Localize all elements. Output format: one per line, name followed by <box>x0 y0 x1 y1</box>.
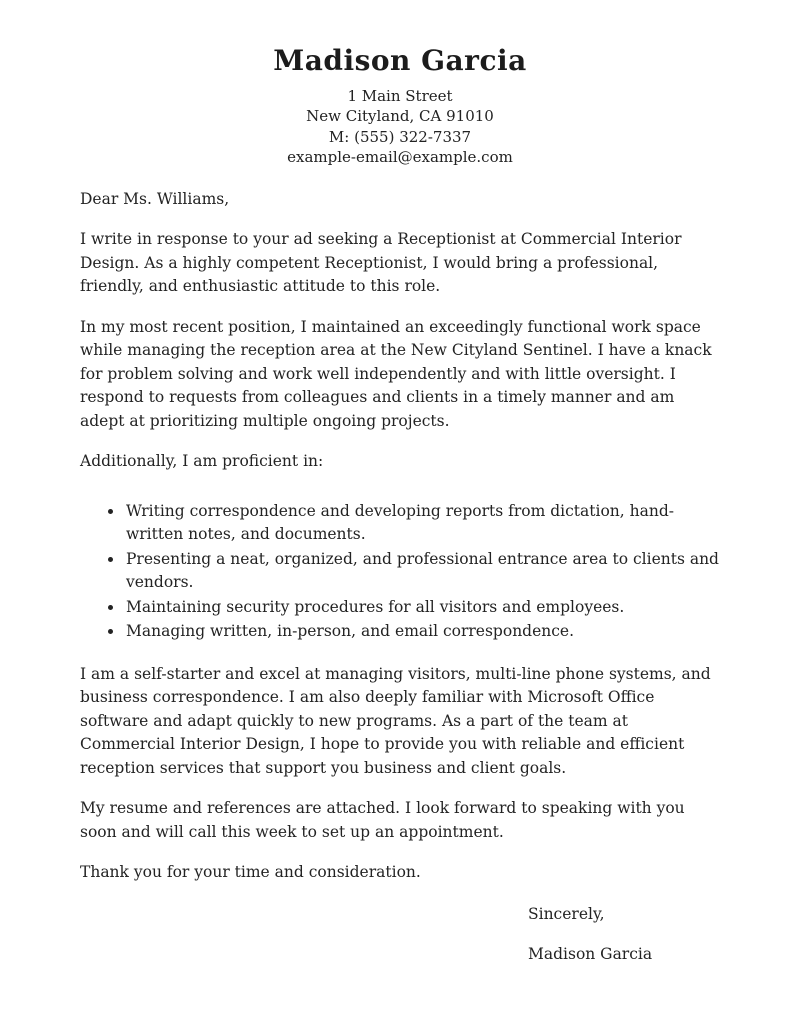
paragraph-summary: I am a self-starter and excel at managing visitors, multi-line phone systems, and business correspondence. I am also deeply familiar with Microsoft Office software and adapt quickly to new programs. As a part of the team at Commercial Interior Design, I hope to provide you with reliable and efficient reception services that support you business and client goals. <box>80 664 711 777</box>
paragraph-follow-up: My resume and references are attached. I look forward to speaking with you soon and will call this week to set up an appointment. <box>80 799 685 841</box>
contact-block <box>80 86 720 168</box>
salutation: Dear Ms. Williams, <box>80 189 230 208</box>
skill-item-correspondence: • Managing written, in-person, and email correspondence. <box>124 620 720 644</box>
letter-header <box>80 44 720 168</box>
skill-item-security: • Maintaining security procedures for all visitors and employees. <box>124 596 720 620</box>
valediction: Sincerely, <box>528 904 605 923</box>
skills-list <box>80 500 720 644</box>
paragraph-introduction: I write in response to your ad seeking a Receptionist at Commercial Interior Design. As a highly competent Receptionist, I would bring a professional, friendly, and enthusiastic attitude to this role. <box>80 230 682 296</box>
letter-body <box>80 188 720 967</box>
signature-block <box>528 903 720 967</box>
address-line-city: New Cityland, CA 91010 <box>306 107 494 126</box>
skill-item-presenting: • Presenting a neat, organized, and professional entrance area to clients and vendors. <box>124 548 720 595</box>
skills-list-intro: Additionally, I am proficient in: <box>80 452 324 471</box>
phone-line: M: (555) 322-7337 <box>328 127 472 146</box>
sender-name: Madison Garcia <box>273 44 527 77</box>
skill-item-writing: • Writing correspondence and developing reports from dictation, hand-written notes, and documents. <box>124 500 720 547</box>
signature-name: Madison Garcia <box>528 945 653 964</box>
paragraph-experience: In my most recent position, I maintained an exceedingly functional work space while managing the reception area at the New Cityland Sentinel. I have a knack for problem solving and work well independently and with little oversight. I respond to requests from colleagues and clients in a timely manner and am adept at prioritizing multiple ongoing projects. <box>80 317 712 430</box>
email-line: example-email@example.com <box>287 148 513 167</box>
address-line-street: 1 Main Street <box>347 86 453 105</box>
paragraph-thanks: Thank you for your time and consideration. <box>80 863 421 882</box>
